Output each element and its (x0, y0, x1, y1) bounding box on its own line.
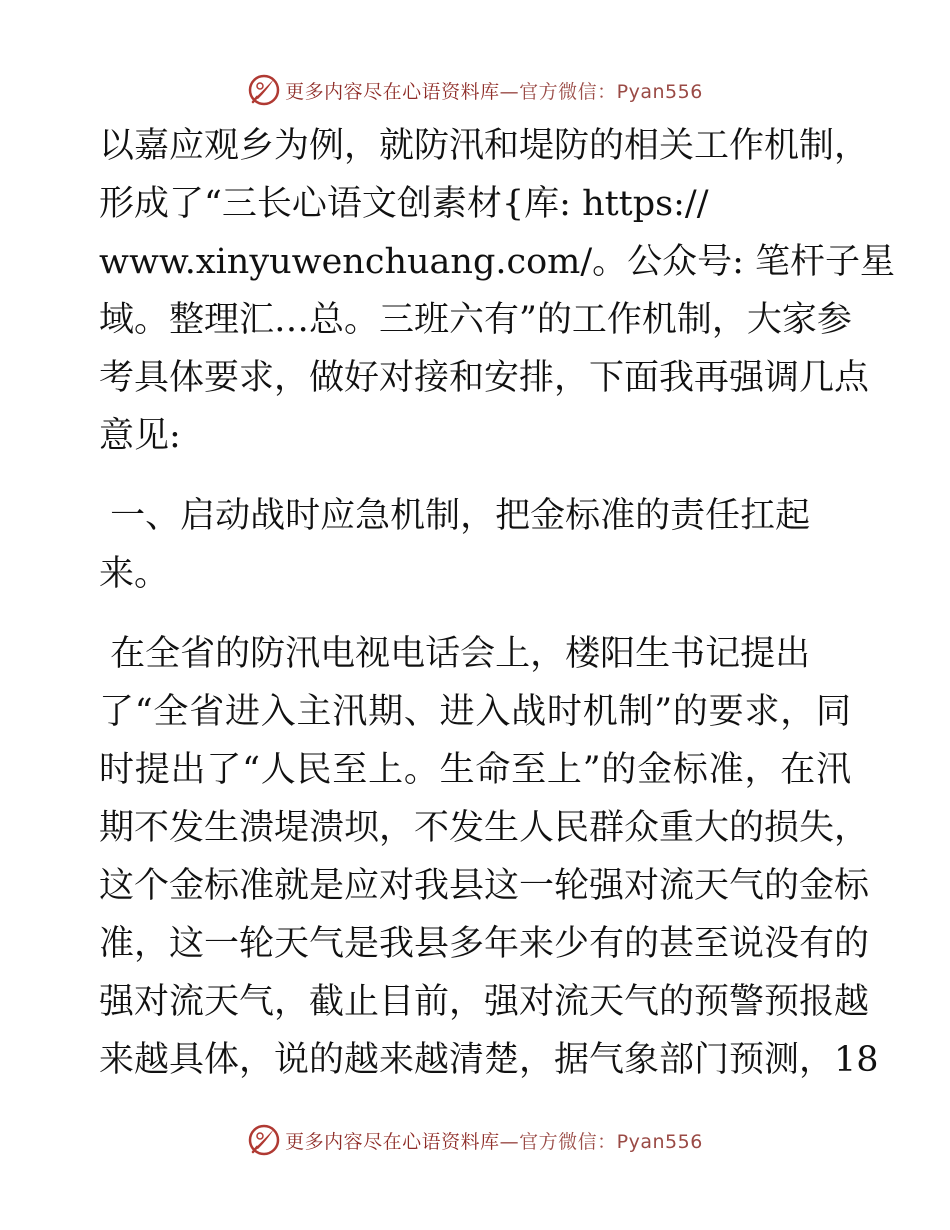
text-line: 域。整理汇…总。三班六有”的工作机制，大家参 (99, 300, 852, 340)
text-line: 形成了“三长心语文创素材{库: https:// (99, 184, 709, 224)
paragraph-spacer (99, 465, 851, 487)
watermark-text (285, 77, 703, 104)
watermark-dash: — (499, 80, 520, 103)
text-line: 期不发生溃堤溃坝，不发生人民群众重大的损失， (99, 808, 870, 848)
footer-watermark (0, 1122, 950, 1158)
watermark-contact: 官方微信：Pyan556 (519, 80, 703, 103)
document-body (99, 117, 896, 1089)
paragraph-intro (99, 117, 896, 465)
paragraph-spacer (99, 603, 851, 625)
text-line: 了“全省进入主汛期、进入战时机制”的要求，同 (99, 692, 851, 732)
text-line: 以嘉应观乡为例，就防汛和堤防的相关工作机制， (99, 126, 870, 166)
quill-pen-circle-icon (247, 73, 281, 107)
text-line: 在全省的防汛电视电话会上，楼阳生书记提出 (99, 634, 811, 674)
quill-pen-circle-icon (247, 1123, 281, 1157)
section-heading-1 (99, 487, 851, 603)
text-line: 准，这一轮天气是我县多年来少有的甚至说没有的 (99, 924, 870, 964)
header-watermark (0, 72, 950, 108)
text-line: 时提出了“人民至上。生命至上”的金标准，在汛 (99, 750, 851, 790)
text-line: 来越具体，说的越来越清楚，据气象部门预测，18 (99, 1040, 879, 1080)
watermark-contact: 官方微信：Pyan556 (519, 1130, 703, 1153)
heading-line: 来。 (99, 554, 170, 594)
watermark-dash: — (499, 1130, 520, 1153)
text-line: 这个金标准就是应对我县这一轮强对流天气的金标 (99, 866, 870, 906)
paragraph-body (99, 625, 879, 1089)
watermark-brand: 更多内容尽在心语资料库 (285, 1130, 500, 1153)
heading-line: 一、启动战时应急机制，把金标准的责任扛起 (99, 496, 811, 536)
text-line: 考具体要求，做好对接和安排，下面我再强调几点 (99, 358, 870, 398)
watermark-brand: 更多内容尽在心语资料库 (285, 80, 500, 103)
text-line: www.xinyuwenchuang.com/。公众号: 笔杆子星 (99, 242, 896, 282)
text-line: 意见: (99, 416, 181, 456)
text-line: 强对流天气，截止目前，强对流天气的预警预报越 (99, 982, 870, 1022)
watermark-text (285, 1127, 703, 1154)
